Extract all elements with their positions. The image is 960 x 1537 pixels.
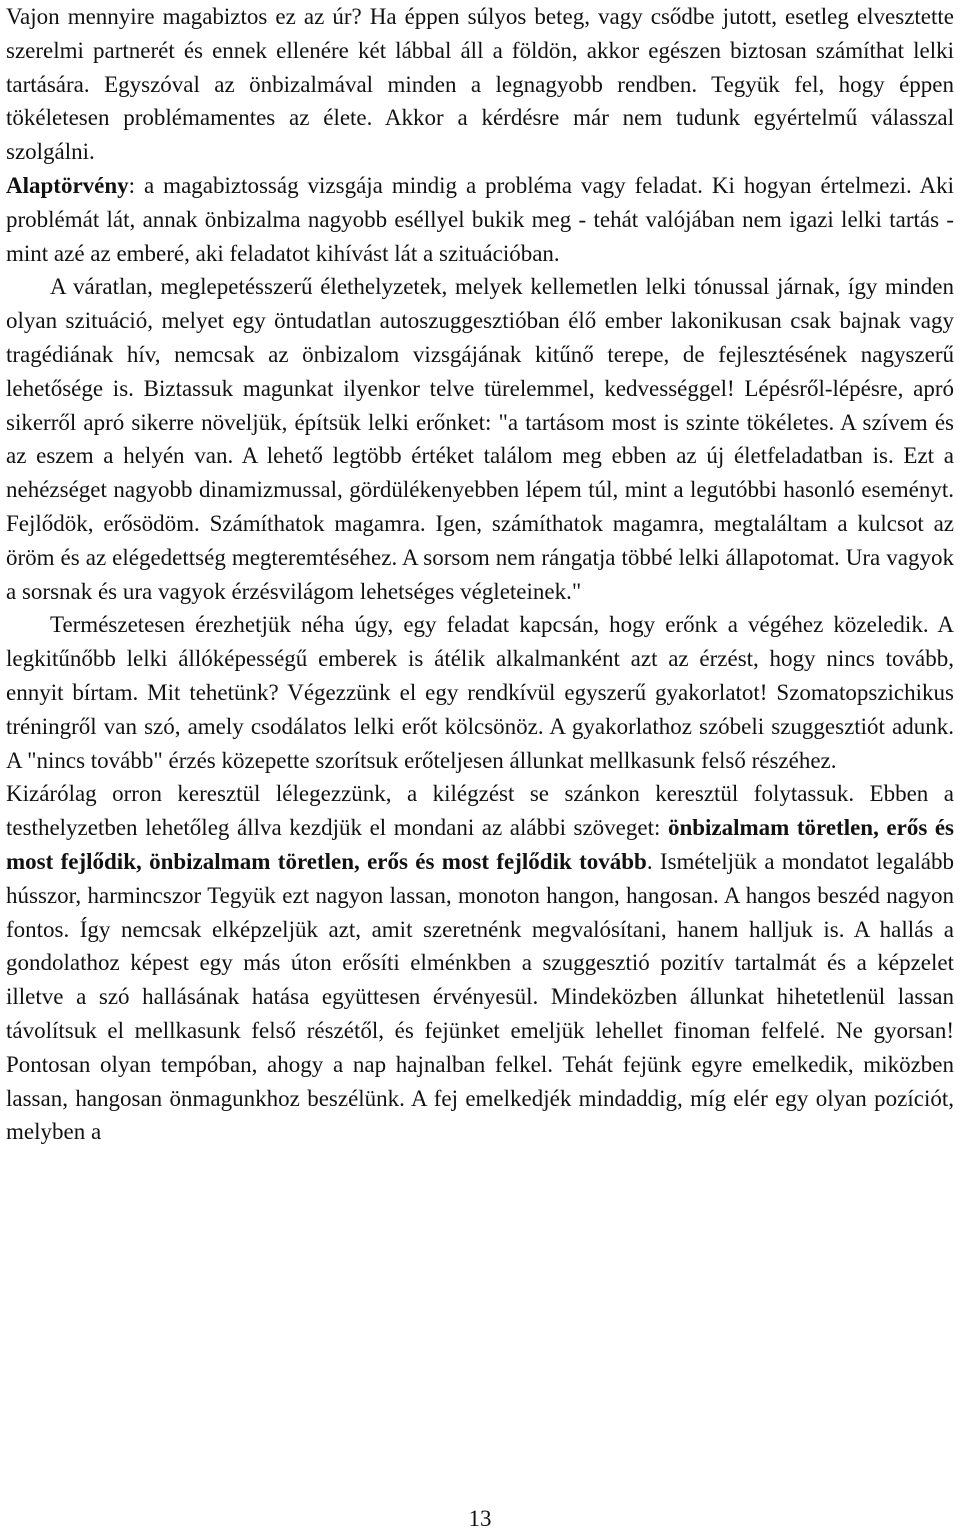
affirmation-text: önbizalmam töretlen, erős és most fejlődik, önbizalmam töretlen, erős és most fejlődik tovább xyxy=(6,815,954,874)
page-number: 13 xyxy=(468,1506,492,1531)
exercise-text-start: Kizárólag orron keresztül lélegezzünk, a kilégzést se szánkon keresztül folytassuk. Ebben a testhelyzetben lehetőleg állva kezdjük el mondani az alábbi szöveget: xyxy=(6,781,954,841)
paragraph-exercise-steps xyxy=(6,777,954,1149)
paragraph-basic-law xyxy=(6,169,954,270)
basic-law-term: Alaptörvény xyxy=(6,172,129,198)
basic-law-text: : a magabiztosság vizsgája mindig a probléma vagy feladat. Ki hogyan értelmezi. Aki problémát lát, annak önbizalma nagyobb eséllyel bukik meg - tehát valójában nem igazi lelki tartás - mint azé az emberé, aki feladatot kihívást lát a szituációban. xyxy=(6,172,954,266)
exercise-text-end: . Ismételjük a mondatot legalább hússzor, harmincszor Tegyük ezt nagyon lassan, monoton hangon, hangosan. A hangos beszéd nagyon fontos. Így nemcsak elképzeljük azt, amit szeretnénk megvalósítani, hanem halljuk is. A hallás a gondolathoz képest egy más úton erősíti elménkben a szuggesztió pozitív tartalmát és a képzelet illetve a szó hallásának hatása együttesen érvényesül. Mindeközben állunkat hihetetlenül lassan távolítsuk el mellkasunk felső részétől, és fejünket emeljük lehellet finoman felfelé. Ne gyorsan! Pontosan olyan tempóban, ahogy a nap hajnalban felkel. Tehát fejünk egyre emelkedik, miközben lassan, hangosan önmagunkhoz beszélünk. A fej emelkedjék mindaddig, míg elér egy olyan pozíciót, melyben a xyxy=(6,848,954,1145)
document-page xyxy=(6,0,954,1149)
paragraph-intro: Vajon mennyire magabiztos ez az úr? Ha éppen súlyos beteg, vagy csődbe jutott, esetleg elvesztette szerelmi partnerét és ennek ellenére két lábbal áll a földön, akkor egészen biztosan számíthat lelki tartására. Egyszóval az önbizalmával minden a legnagyobb rendben. Tegyük fel, hogy éppen tökéletesen problémamentes az élete. Akkor a kérdésre már nem tudunk egyértelmű válasszal szolgálni. xyxy=(6,4,954,165)
paragraph-unexpected-situations: A váratlan, meglepetésszerű élethelyzetek, melyek kellemetlen lelki tónussal járnak, így minden olyan szituáció, melyet egy öntudatlan autoszuggesztióban élő ember lakonikusan csak bajnak vagy tragédiának hív, nemcsak az önbizalom vizsgájának kitűnő terepe, de fejlesztésének nagyszerű lehetősége is. Biztassuk magunkat ilyenkor telve türelemmel, kedvességgel! Lépésről-lépésre, apró sikerről apró sikerre növeljük, építsük lelki erőnket: "a tartásom most is szinte tökéletes. A szívem és az eszem a helyén van. A lehető legtöbb értéket találom meg ebben az új életfeladatban is. Ezt a nehézséget nagyobb dinamizmussal, gördülékenyebben lépem túl, mint a legutóbbi hasonló eseményt. Fejlődök, erősödöm. Számíthatok magamra. Igen, számíthatok magamra, megtaláltam a kulcsot az öröm és az elégedettség megteremtéséhez. A sorsom nem rángatja többé lelki állapotomat. Ura vagyok a sorsnak és ura vagyok érzésvilágom lehetséges végleteinek." xyxy=(6,274,954,604)
paragraph-exercise-intro: Természetesen érezhetjük néha úgy, egy feladat kapcsán, hogy erőnk a végéhez közeledik. A legkitűnőbb lelki állóképességű emberek is átélik alkalmanként azt az érzést, hogy nincs tovább, ennyit bírtam. Mit tehetünk? Végezzünk el egy rendkívül egyszerű gyakorlatot! Szomatopszichikus tréningről van szó, amely csodálatos lelki erőt kölcsönöz. A gyakorlathoz szóbeli szuggesztiót adunk. A "nincs tovább" érzés közepette szorítsuk erőteljesen állunkat mellkasunk felső részéhez. xyxy=(6,612,954,773)
